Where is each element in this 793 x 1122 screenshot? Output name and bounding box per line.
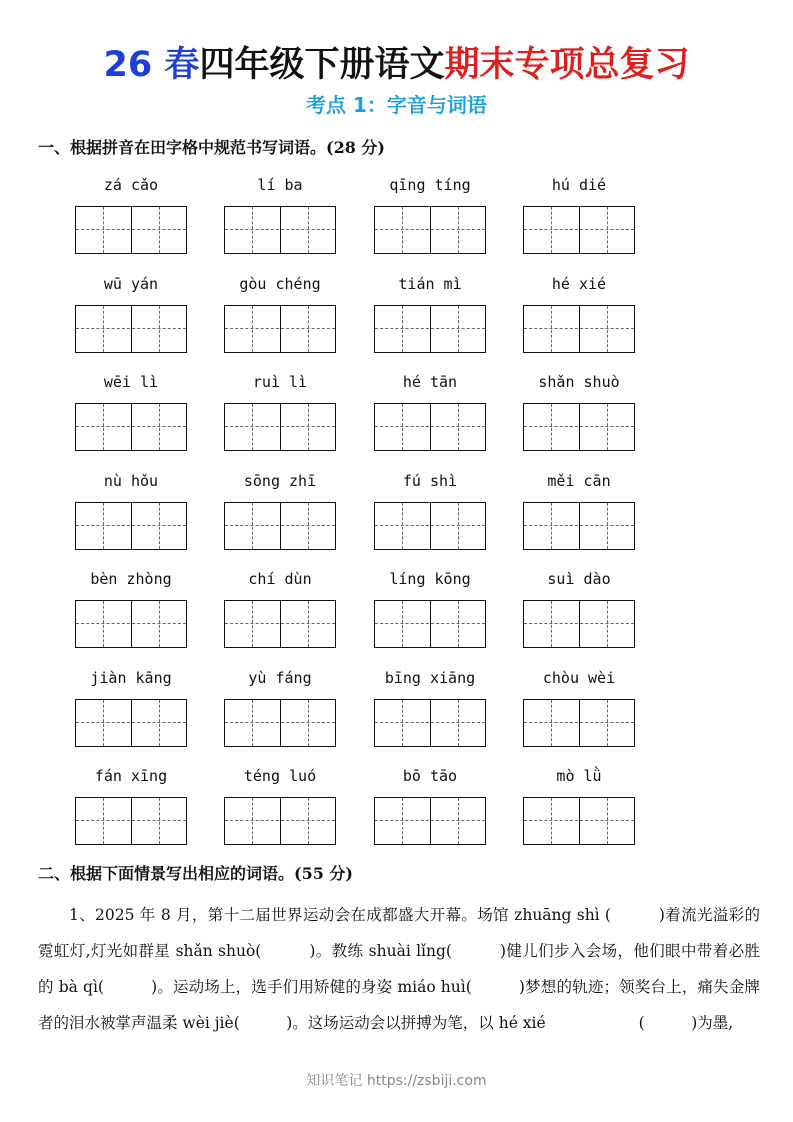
tianzige-box[interactable]	[75, 600, 187, 648]
tianzige-box[interactable]	[523, 502, 635, 550]
tianzige-box[interactable]	[374, 403, 486, 451]
tianzige-box[interactable]	[374, 305, 486, 353]
pinyin-label: fán xīng	[94, 767, 168, 785]
pinyin-label: chòu wèi	[542, 668, 616, 687]
pinyin-label: hú dié	[551, 176, 607, 194]
tianzige-box[interactable]	[374, 206, 486, 254]
tianzige-box[interactable]	[75, 206, 187, 254]
pinyin-label: téng luó	[243, 767, 317, 785]
pinyin-label: fú shì	[402, 471, 458, 490]
tianzige-box[interactable]	[224, 699, 336, 747]
pinyin-label: měi cān	[547, 471, 611, 490]
pinyin-label: hé tān	[402, 373, 458, 391]
pinyin-label: zá cǎo	[103, 176, 159, 194]
pinyin-label: jiàn kāng	[90, 668, 172, 687]
pinyin-label: nù hǒu	[103, 471, 159, 490]
section2-heading: 二、根据下面情景写出相应的词语。(55 分)	[38, 864, 353, 883]
tianzige-box[interactable]	[224, 403, 336, 451]
tianzige-box[interactable]	[224, 600, 336, 648]
pinyin-label: suì dào	[547, 570, 611, 588]
pinyin-label: gòu chéng	[239, 274, 321, 293]
page-subtitle: 考点 1：字音与词语	[306, 93, 487, 117]
pinyin-label: wēi lì	[103, 373, 159, 391]
pinyin-label: mò lǜ	[556, 767, 602, 785]
tianzige-box[interactable]	[75, 699, 187, 747]
title-part-grade: 四年级下册语文	[199, 45, 445, 85]
tianzige-box[interactable]	[224, 797, 336, 845]
tianzige-box[interactable]	[374, 797, 486, 845]
pinyin-label: wū yán	[103, 274, 159, 293]
tianzige-box[interactable]	[374, 502, 486, 550]
footer-watermark: 知识笔记 https://zsbiji.com	[306, 1073, 487, 1089]
pinyin-label: bèn zhòng	[90, 570, 172, 588]
section1-heading: 一、根据拼音在田字格中规范书写词语。(28 分)	[38, 138, 385, 157]
pinyin-label: qīng tíng	[389, 176, 471, 194]
pinyin-label: chí dùn	[248, 570, 312, 588]
tianzige-box[interactable]	[75, 502, 187, 550]
tianzige-box[interactable]	[224, 206, 336, 254]
pinyin-label: bīng xiāng	[384, 668, 476, 687]
title-part-review: 期末专项总复习	[444, 45, 690, 85]
tianzige-box[interactable]	[75, 403, 187, 451]
pinyin-label: yù fáng	[248, 668, 312, 687]
passage-text: 1、2025 年 8 月，第十二届世界运动会在成都盛大开幕。场馆 zhuāng shì ( )着流光溢彩的霓虹灯,灯光如群星 shǎn shuò( )。教练 shuài lǐng( )健儿们步入会场，他们眼中带着必胜的 bà qì( )。运动场上，选手们用矫健的身姿 miáo huì( )梦想的轨迹；领奖台上，痛失金牌者的泪水被掌声温柔 wèi jiè( )。这场运动会以拼搏为笔，以 hé xié ( )为墨,	[38, 906, 760, 1032]
tianzige-box[interactable]	[75, 305, 187, 353]
tianzige-box[interactable]	[523, 206, 635, 254]
tianzige-box[interactable]	[374, 600, 486, 648]
pinyin-label: lí ba	[257, 176, 303, 194]
tianzige-box[interactable]	[523, 600, 635, 648]
tianzige-box[interactable]	[523, 403, 635, 451]
tianzige-box[interactable]	[523, 699, 635, 747]
pinyin-label: líng kōng	[389, 570, 471, 588]
pinyin-label: sōng zhī	[243, 471, 317, 490]
pinyin-label: hé xié	[551, 274, 607, 293]
tianzige-box[interactable]	[75, 797, 187, 845]
tianzige-box[interactable]	[523, 797, 635, 845]
tianzige-box[interactable]	[523, 305, 635, 353]
tianzige-box[interactable]	[374, 699, 486, 747]
tianzige-box[interactable]	[224, 502, 336, 550]
pinyin-label: shǎn shuò	[538, 373, 620, 391]
passage	[38, 897, 760, 1041]
title-part-semester: 26 春	[103, 45, 200, 85]
tianzige-box[interactable]	[224, 305, 336, 353]
pinyin-label: ruì lì	[252, 373, 308, 391]
pinyin-label: tián mì	[398, 274, 462, 293]
pinyin-label: bō tāo	[402, 767, 458, 785]
